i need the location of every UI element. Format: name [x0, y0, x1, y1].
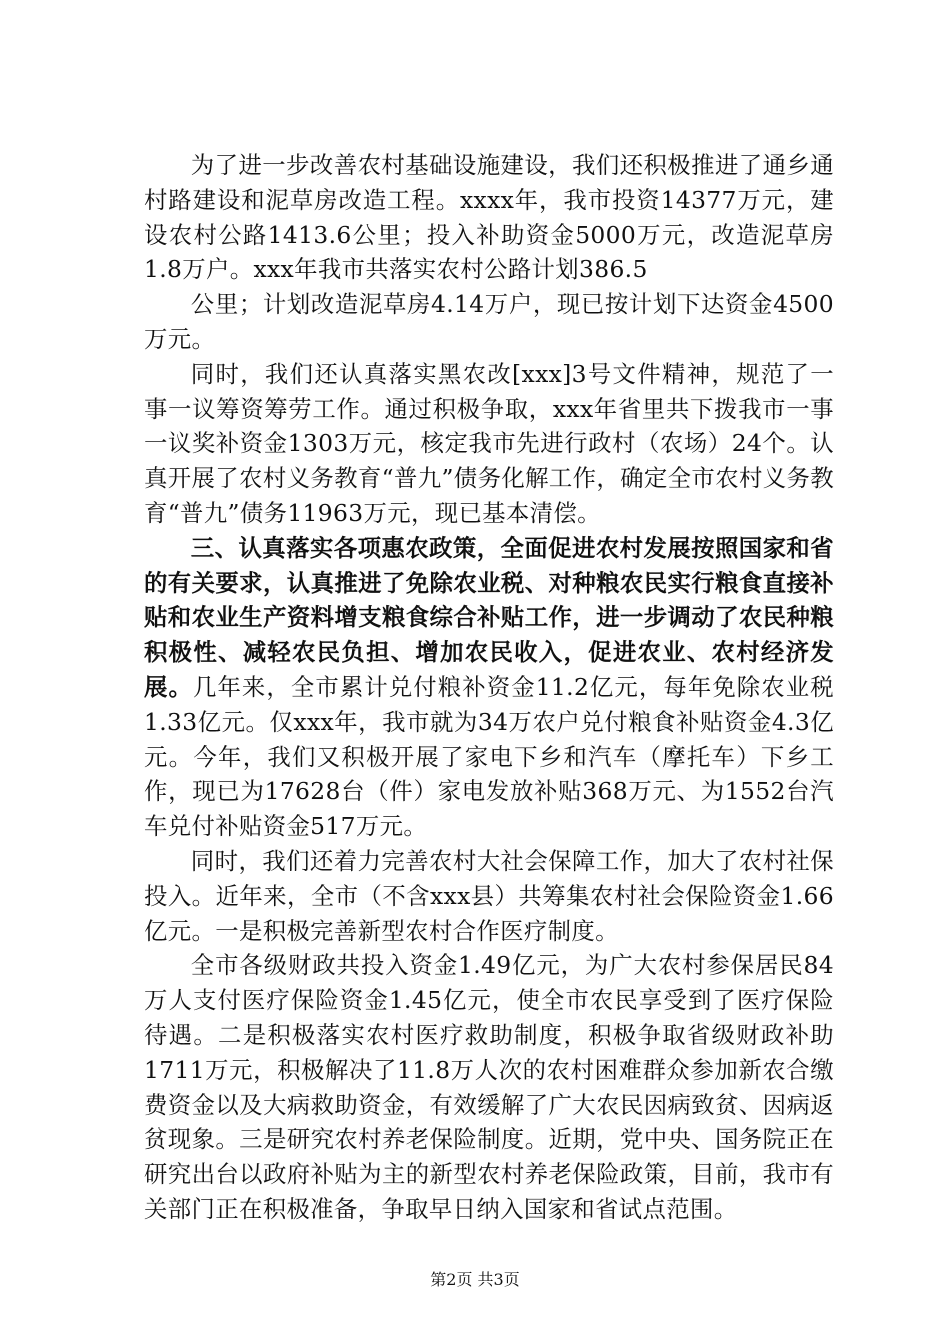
paragraph-text: 为了进一步改善农村基础设施建设，我们还积极推进了通乡通村路建设和泥草房改造工程。xxxx年，我市投资14377万元，建设农村公路1413.6公里；投入补助资金5000万元，改造泥草房1.8万户。xxx年我市共落实农村公路计划386.5	[144, 151, 834, 284]
paragraph-text: 同时，我们还认真落实黑农改[xxx]3号文件精神，规范了一事一议筹资筹劳工作。通过积极争取，xxx年省里共下拨我市一事一议奖补资金1303万元，核定我市先进行政村（农场）24个。认真开展了农村义务教育“普九”债务化解工作，确定全市农村义务教育“普九”债务11963万元，现已基本清偿。	[144, 359, 834, 527]
paragraph-text: 几年来，全市累计兑付粮补资金11.2亿元，每年免除农业税1.33亿元。仅xxx年，我市就为34万农户兑付粮食补贴资金4.3亿元。今年，我们又积极开展了家电下乡和汽车（摩托车）下乡工作，现已为17628台（件）家电发放补贴368万元、为1552台汽车兑付补贴资金517万元。	[144, 672, 834, 841]
paragraph-section-three	[144, 531, 834, 844]
document-body	[144, 148, 834, 1227]
page-footer	[0, 1270, 950, 1290]
page-number: 第2页 共3页	[430, 1270, 520, 1289]
paragraph-text: 全市各级财政共投入资金1.49亿元，为广大农村参保居民84万人支付医疗保险资金1.45亿元，使全市农民享受到了医疗保险待遇。二是积极落实农村医疗救助制度，积极争取省级财政补助1711万元，积极解决了11.8万人次的农村困难群众参加新农合缴费资金以及大病救助资金，有效缓解了广大农民因病致贫、因病返贫现象。三是研究农村养老保险制度。近期，党中央、国务院正在研究出台以政府补贴为主的新型农村养老保险政策，目前，我市有关部门正在积极准备，争取早日纳入国家和省试点范围。	[144, 951, 834, 1223]
paragraph-text: 同时，我们还着力完善农村大社会保障工作，加大了农村社保投入。近年来，全市（不含xxx县）共筹集农村社会保险资金1.66亿元。一是积极完善新型农村合作医疗制度。	[144, 846, 834, 945]
section-heading: 三、认真落实各项惠农政策，全面促进农村发展按照国家和省的有关要求，认真推进了免除农业税、对种粮农民实行粮食直接补贴和农业生产资料增支粮食综合补贴工作，进一步调动了农民种粮积极性、减轻农民负担、增加农民收入，促进农业、农村经济发展。	[144, 533, 834, 701]
paragraph-medical-insurance	[144, 948, 834, 1226]
paragraph-text: 公里；计划改造泥草房4.14万户，现已按计划下达资金4500万元。	[144, 290, 834, 353]
paragraph-one-matter-one-discussion	[144, 357, 834, 531]
paragraph-infrastructure	[144, 148, 834, 287]
paragraph-social-security	[144, 844, 834, 948]
paragraph-infrastructure-continued	[144, 287, 834, 357]
